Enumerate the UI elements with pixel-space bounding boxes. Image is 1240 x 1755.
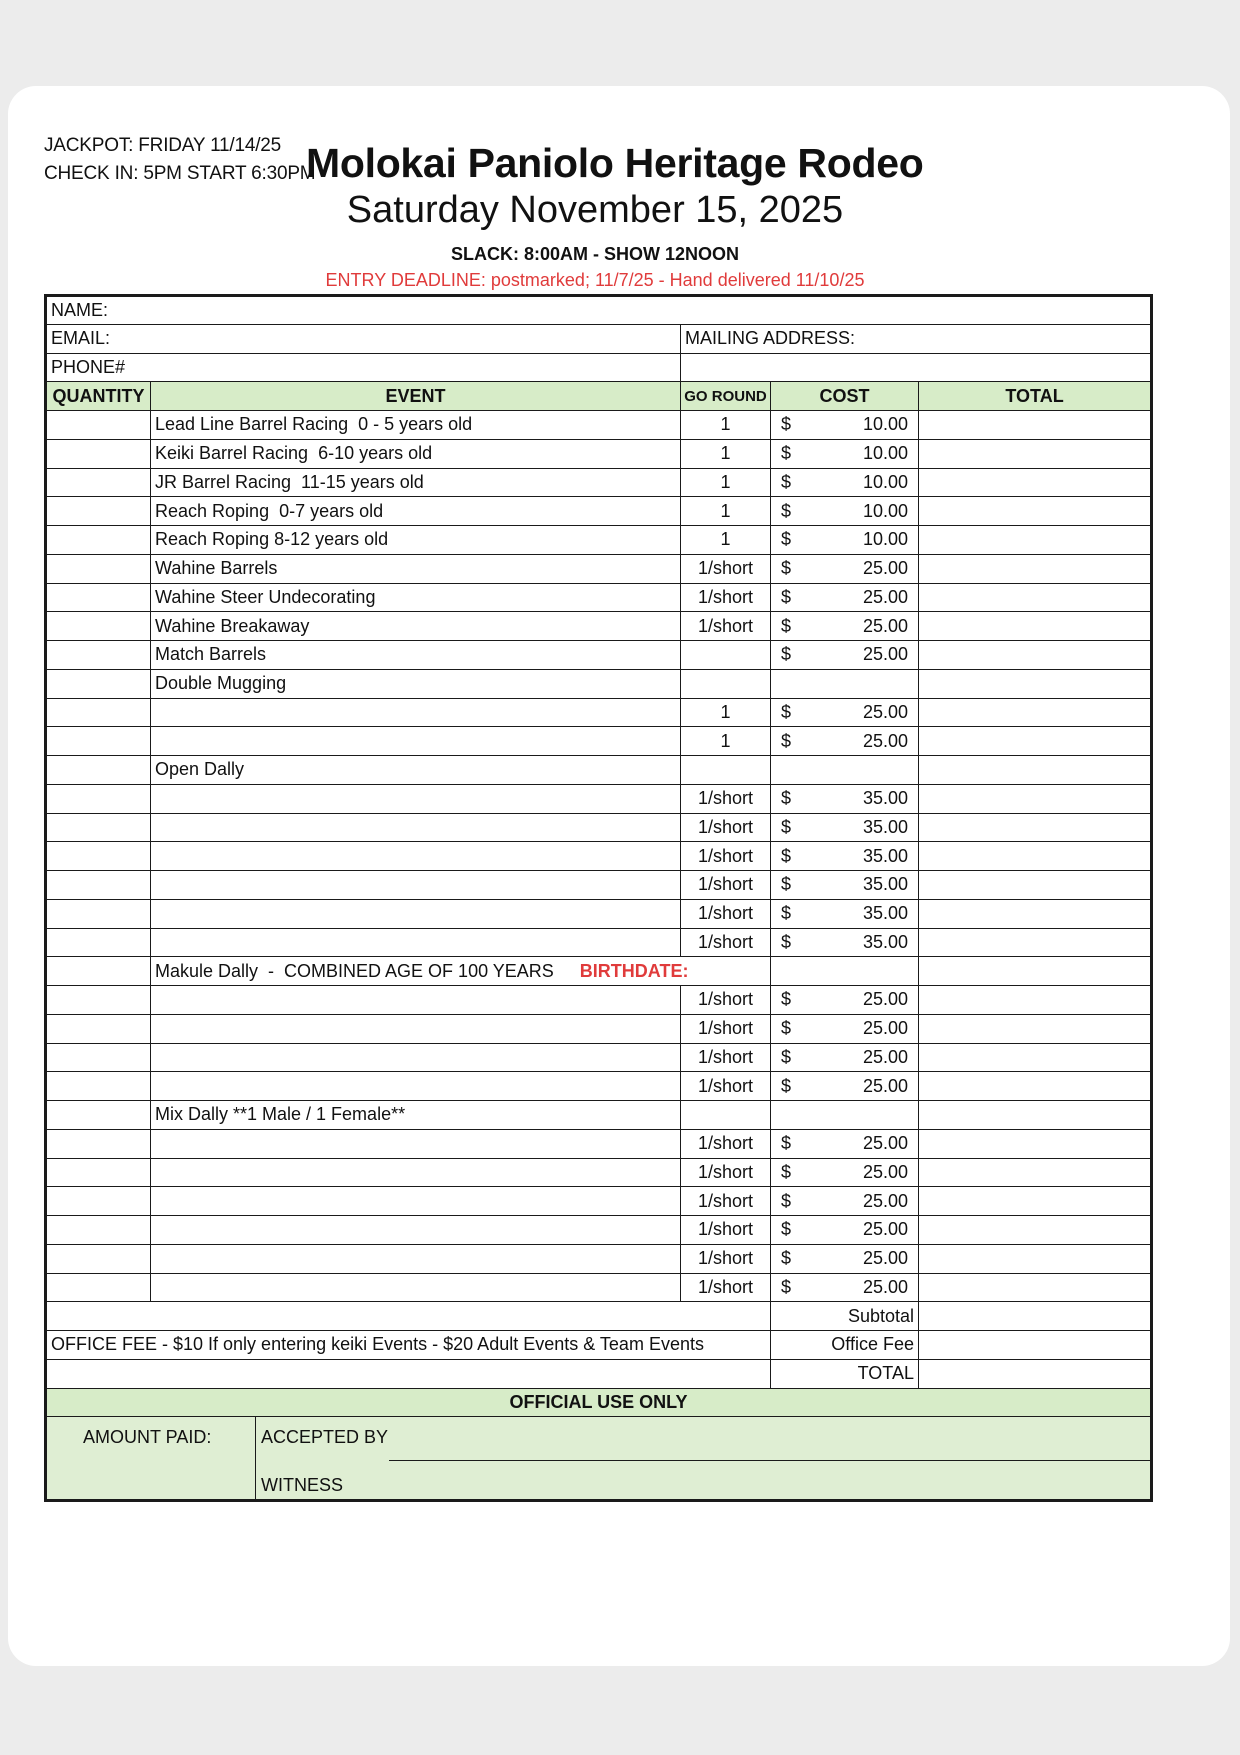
mailing-address-field[interactable] [681, 324, 1152, 353]
event-name-cell [151, 813, 681, 842]
event-name-cell [151, 612, 681, 641]
quantity-cell[interactable] [46, 957, 151, 986]
event-name-cell [151, 526, 681, 555]
quantity-cell[interactable] [46, 1043, 151, 1072]
cost-cell [771, 1101, 919, 1130]
official-area-row [46, 1417, 1152, 1501]
go-round-cell: 1 [681, 411, 771, 440]
cost-amount: 25.00 [862, 1190, 908, 1211]
event-row [46, 669, 1152, 698]
cost-amount: 35.00 [862, 788, 908, 809]
event-row [46, 612, 1152, 641]
currency-symbol: $ [781, 1161, 792, 1182]
go-round-cell: 1 [681, 526, 771, 555]
event-name-cell [151, 871, 681, 900]
quantity-cell[interactable] [46, 641, 151, 670]
cost-cell [771, 957, 919, 986]
event-name-cell [151, 1273, 681, 1302]
go-round-cell [681, 641, 771, 670]
cost-cell [771, 497, 919, 526]
accepted-by-label: ACCEPTED BY [261, 1427, 389, 1448]
cost-cell [771, 1187, 919, 1216]
go-round-cell [681, 669, 771, 698]
total-cell[interactable] [919, 1101, 1152, 1130]
event-name: Double Mugging [155, 673, 287, 694]
cost-amount: 25.00 [862, 1248, 908, 1269]
cost-cell [771, 756, 919, 785]
event-row [46, 1216, 1152, 1245]
event-date: Saturday November 15, 2025 [346, 189, 844, 231]
go-round-cell: 1/short [681, 612, 771, 641]
cost-cell [771, 669, 919, 698]
total-cell[interactable] [919, 468, 1152, 497]
cost-amount: 35.00 [862, 816, 908, 837]
event-row [46, 1043, 1152, 1072]
go-round-cell: 1/short [681, 1273, 771, 1302]
cost-amount: 25.00 [862, 644, 908, 665]
email-row [46, 324, 1152, 353]
email-field[interactable] [46, 324, 681, 353]
quantity-cell[interactable] [46, 698, 151, 727]
event-row [46, 928, 1152, 957]
cost-cell [771, 986, 919, 1015]
event-row [46, 497, 1152, 526]
go-round-cell: 1 [681, 727, 771, 756]
cost-cell [771, 526, 919, 555]
currency-symbol: $ [781, 903, 792, 924]
event-row [46, 957, 1152, 986]
cost-cell [771, 1158, 919, 1187]
currency-symbol: $ [781, 529, 792, 550]
quantity-cell[interactable] [46, 612, 151, 641]
cost-amount: 25.00 [862, 1018, 908, 1039]
cost-cell [771, 411, 919, 440]
total-cell[interactable] [919, 784, 1152, 813]
currency-symbol: $ [781, 730, 792, 751]
event-row [46, 698, 1152, 727]
event-name-cell [151, 411, 681, 440]
cost-cell [771, 468, 919, 497]
phone-field[interactable]: PHONE# [46, 353, 681, 382]
event-name: Match Barrels [155, 644, 267, 665]
grand-total-label: TOTAL [771, 1359, 919, 1388]
header-event: EVENT [151, 382, 681, 411]
quantity-cell[interactable] [46, 497, 151, 526]
event-row [46, 468, 1152, 497]
currency-symbol: $ [781, 1075, 792, 1096]
event-name-cell [151, 957, 771, 986]
cost-cell [771, 899, 919, 928]
event-row [46, 641, 1152, 670]
total-cell[interactable] [919, 641, 1152, 670]
event-name-cell [151, 1129, 681, 1158]
quantity-cell[interactable] [46, 899, 151, 928]
grand-total-value[interactable] [919, 1359, 1152, 1388]
event-row [46, 986, 1152, 1015]
event-name: Lead Line Barrel Racing 0 - 5 years old [155, 414, 473, 435]
cost-cell [771, 928, 919, 957]
event-name: Wahine Breakaway [155, 615, 310, 636]
quantity-cell[interactable] [46, 669, 151, 698]
header-cost: COST [771, 382, 919, 411]
currency-symbol: $ [781, 1133, 792, 1154]
office-fee-note: OFFICE FEE - $10 If only entering keiki Events - $20 Adult Events & Team Events [46, 1331, 771, 1360]
quantity-cell[interactable] [46, 439, 151, 468]
official-area [47, 1417, 1150, 1499]
witness-label: WITNESS [261, 1475, 344, 1496]
jackpot-info [44, 132, 315, 188]
phone-row [46, 353, 1152, 382]
cost-amount: 10.00 [862, 414, 908, 435]
currency-symbol: $ [781, 500, 792, 521]
cost-amount: 10.00 [862, 529, 908, 550]
cost-cell [771, 612, 919, 641]
total-cell[interactable] [919, 526, 1152, 555]
total-cell[interactable] [919, 871, 1152, 900]
cost-cell [771, 641, 919, 670]
go-round-cell: 1/short [681, 1129, 771, 1158]
total-cell[interactable] [919, 612, 1152, 641]
event-name-cell [151, 641, 681, 670]
quantity-cell[interactable] [46, 1014, 151, 1043]
event-row [46, 1072, 1152, 1101]
go-round-cell: 1/short [681, 986, 771, 1015]
event-row [46, 1129, 1152, 1158]
name-field[interactable]: NAME: [46, 296, 1152, 325]
cost-cell [771, 1273, 919, 1302]
event-name-cell [151, 554, 681, 583]
cost-amount: 35.00 [862, 931, 908, 952]
entry-deadline: ENTRY DEADLINE: postmarked; 11/7/25 - Hand delivered 11/10/25 [325, 270, 865, 290]
event-row [46, 1158, 1152, 1187]
header-total: TOTAL [919, 382, 1152, 411]
currency-symbol: $ [781, 1190, 792, 1211]
quantity-cell[interactable] [46, 1273, 151, 1302]
office-fee-label: Office Fee [771, 1331, 919, 1360]
event-row [46, 1187, 1152, 1216]
event-name-cell [151, 1043, 681, 1072]
jackpot-line: JACKPOT: FRIDAY 11/14/25 [44, 135, 282, 156]
currency-symbol: $ [781, 414, 792, 435]
official-divider [255, 1417, 256, 1499]
quantity-cell[interactable] [46, 842, 151, 871]
go-round-cell: 1/short [681, 928, 771, 957]
go-round-cell: 1/short [681, 554, 771, 583]
event-name-cell [151, 669, 681, 698]
go-round-cell: 1 [681, 698, 771, 727]
cost-amount: 10.00 [862, 471, 908, 492]
cost-cell [771, 842, 919, 871]
currency-symbol: $ [781, 586, 792, 607]
currency-symbol: $ [781, 931, 792, 952]
total-cell[interactable] [919, 1072, 1152, 1101]
cost-amount: 25.00 [862, 1276, 908, 1297]
event-name-cell [151, 583, 681, 612]
event-name-cell [151, 756, 681, 785]
cost-amount: 25.00 [862, 989, 908, 1010]
total-cell[interactable] [919, 928, 1152, 957]
total-cell[interactable] [919, 1216, 1152, 1245]
event-name: Wahine Steer Undecorating [155, 586, 376, 607]
official-area-cell [46, 1417, 1152, 1501]
go-round-cell: 1/short [681, 1072, 771, 1101]
go-round-cell: 1/short [681, 1158, 771, 1187]
currency-symbol: $ [781, 874, 792, 895]
cost-amount: 10.00 [862, 443, 908, 464]
event-row [46, 813, 1152, 842]
quantity-cell[interactable] [46, 411, 151, 440]
cost-cell [771, 1216, 919, 1245]
cost-cell [771, 1014, 919, 1043]
office-fee-value[interactable] [919, 1331, 1152, 1360]
currency-symbol: $ [781, 1248, 792, 1269]
event-row [46, 411, 1152, 440]
subtotal-value[interactable] [919, 1302, 1152, 1331]
cost-cell [771, 554, 919, 583]
quantity-cell[interactable] [46, 871, 151, 900]
quantity-cell[interactable] [46, 986, 151, 1015]
quantity-cell[interactable] [46, 1129, 151, 1158]
currency-symbol: $ [781, 644, 792, 665]
checkin-line: CHECK IN: 5PM START 6:30PM [44, 163, 316, 184]
event-name: Wahine Barrels [155, 558, 278, 579]
event-name-cell [151, 986, 681, 1015]
cost-amount: 25.00 [862, 730, 908, 751]
cost-amount: 25.00 [862, 1046, 908, 1067]
quantity-cell[interactable] [46, 813, 151, 842]
total-cell[interactable] [919, 813, 1152, 842]
cost-amount: 25.00 [862, 1219, 908, 1240]
go-round-cell: 1/short [681, 784, 771, 813]
event-row [46, 583, 1152, 612]
total-cell[interactable] [919, 1043, 1152, 1072]
official-use-heading: OFFICIAL USE ONLY [46, 1388, 1152, 1417]
currency-symbol: $ [781, 558, 792, 579]
birthdate-label: BIRTHDATE: [579, 960, 689, 981]
cost-amount: 25.00 [862, 701, 908, 722]
total-cell[interactable] [919, 957, 1152, 986]
go-round-cell: 1 [681, 468, 771, 497]
page-title: Molokai Paniolo Heritage Rodeo [306, 140, 924, 186]
total-cell[interactable] [919, 842, 1152, 871]
currency-symbol: $ [781, 701, 792, 722]
event-row [46, 554, 1152, 583]
total-cell[interactable] [919, 1187, 1152, 1216]
slack-time: SLACK: 8:00AM - SHOW 12NOON [450, 244, 740, 264]
currency-symbol: $ [781, 845, 792, 866]
total-cell[interactable] [919, 1129, 1152, 1158]
event-row [46, 526, 1152, 555]
total-cell[interactable] [919, 583, 1152, 612]
event-name-cell [151, 497, 681, 526]
cost-amount: 25.00 [862, 1075, 908, 1096]
header-go-round: GO ROUND [681, 382, 771, 411]
event-name-cell [151, 842, 681, 871]
total-cell[interactable] [919, 669, 1152, 698]
event-name-cell [151, 439, 681, 468]
total-cell[interactable] [919, 1158, 1152, 1187]
go-round-cell: 1/short [681, 842, 771, 871]
event-row [46, 439, 1152, 468]
total-cell[interactable] [919, 698, 1152, 727]
quantity-cell[interactable] [46, 1101, 151, 1130]
header-quantity: QUANTITY [46, 382, 151, 411]
cost-amount: 25.00 [862, 1161, 908, 1182]
currency-symbol: $ [781, 443, 792, 464]
event-name-cell [151, 928, 681, 957]
currency-symbol: $ [781, 1276, 792, 1297]
event-name: JR Barrel Racing 11-15 years old [155, 471, 424, 492]
event-row [46, 1101, 1152, 1130]
event-name-cell [151, 698, 681, 727]
total-cell[interactable] [919, 411, 1152, 440]
event-row [46, 1014, 1152, 1043]
event-row [46, 784, 1152, 813]
go-round-cell [681, 756, 771, 785]
mailing-address-continued[interactable] [681, 353, 1152, 382]
cost-cell [771, 813, 919, 842]
go-round-cell: 1/short [681, 899, 771, 928]
mailing-address-label: MAILING ADDRESS: [685, 328, 856, 349]
column-headers [46, 382, 1152, 411]
cost-cell [771, 727, 919, 756]
go-round-cell: 1/short [681, 1014, 771, 1043]
currency-symbol: $ [781, 816, 792, 837]
event-name-cell [151, 1244, 681, 1273]
total-cell[interactable] [919, 899, 1152, 928]
event-name-cell [151, 727, 681, 756]
total-cell[interactable] [919, 756, 1152, 785]
quantity-cell[interactable] [46, 554, 151, 583]
currency-symbol: $ [781, 788, 792, 809]
event-name: Mix Dally **1 Male / 1 Female** [155, 1104, 406, 1125]
event-name-cell [151, 899, 681, 928]
cost-cell [771, 583, 919, 612]
cost-cell [771, 871, 919, 900]
event-name: Makule Dally - COMBINED AGE OF 100 YEARS [155, 960, 554, 981]
currency-symbol: $ [781, 471, 792, 492]
quantity-cell[interactable] [46, 1187, 151, 1216]
cost-amount: 35.00 [862, 874, 908, 895]
cost-amount: 25.00 [862, 615, 908, 636]
cost-amount: 25.00 [862, 586, 908, 607]
go-round-cell: 1/short [681, 1043, 771, 1072]
go-round-cell [681, 1101, 771, 1130]
cost-cell [771, 1129, 919, 1158]
email-label: EMAIL: [51, 328, 111, 349]
event-name-cell [151, 1101, 681, 1130]
go-round-cell: 1 [681, 497, 771, 526]
total-cell[interactable] [919, 497, 1152, 526]
cost-cell [771, 439, 919, 468]
currency-symbol: $ [781, 1046, 792, 1067]
quantity-cell[interactable] [46, 1072, 151, 1101]
currency-symbol: $ [781, 1018, 792, 1039]
event-name: Reach Roping 8-12 years old [155, 529, 389, 550]
quantity-cell[interactable] [46, 1158, 151, 1187]
event-name-cell [151, 1158, 681, 1187]
quantity-cell[interactable] [46, 1216, 151, 1245]
event-name-cell [151, 1216, 681, 1245]
event-name-cell [151, 1187, 681, 1216]
cost-amount: 25.00 [862, 1133, 908, 1154]
office-fee-row [46, 1331, 1152, 1360]
official-heading-row [46, 1388, 1152, 1417]
quantity-cell[interactable] [46, 1244, 151, 1273]
cost-amount: 10.00 [862, 500, 908, 521]
total-cell[interactable] [919, 986, 1152, 1015]
quantity-cell[interactable] [46, 468, 151, 497]
go-round-cell: 1/short [681, 1244, 771, 1273]
cost-amount: 35.00 [862, 845, 908, 866]
go-round-cell: 1 [681, 439, 771, 468]
total-cell[interactable] [919, 727, 1152, 756]
cost-cell [771, 1072, 919, 1101]
cost-cell [771, 698, 919, 727]
grand-total-spacer [46, 1359, 771, 1388]
cost-amount: 35.00 [862, 903, 908, 924]
go-round-cell: 1/short [681, 1216, 771, 1245]
event-name-cell [151, 1072, 681, 1101]
total-cell[interactable] [919, 1244, 1152, 1273]
event-row [46, 1273, 1152, 1302]
cost-amount: 25.00 [862, 558, 908, 579]
go-round-cell: 1/short [681, 1187, 771, 1216]
currency-symbol: $ [781, 615, 792, 636]
event-row [46, 756, 1152, 785]
event-row [46, 842, 1152, 871]
subtotal-label: Subtotal [771, 1302, 919, 1331]
event-name-cell [151, 468, 681, 497]
signature-line[interactable] [389, 1460, 1150, 1461]
quantity-cell[interactable] [46, 928, 151, 957]
cost-cell [771, 1043, 919, 1072]
amount-paid-label: AMOUNT PAID: [83, 1427, 212, 1448]
subtotal-row [46, 1302, 1152, 1331]
cost-cell [771, 1244, 919, 1273]
quantity-cell[interactable] [46, 583, 151, 612]
event-name: Reach Roping 0-7 years old [155, 500, 384, 521]
event-name: Keiki Barrel Racing 6-10 years old [155, 443, 433, 464]
currency-symbol: $ [781, 1219, 792, 1240]
go-round-cell: 1/short [681, 813, 771, 842]
go-round-cell: 1/short [681, 871, 771, 900]
total-cell[interactable] [919, 1014, 1152, 1043]
quantity-cell[interactable] [46, 526, 151, 555]
event-name: Open Dally [155, 759, 245, 780]
entry-form-table [44, 294, 1153, 1502]
quantity-cell[interactable] [46, 784, 151, 813]
quantity-cell[interactable] [46, 756, 151, 785]
event-row [46, 1244, 1152, 1273]
total-cell[interactable] [919, 1273, 1152, 1302]
subtotal-spacer [46, 1302, 771, 1331]
event-name-cell [151, 784, 681, 813]
go-round-cell: 1/short [681, 583, 771, 612]
grand-total-row [46, 1359, 1152, 1388]
currency-symbol: $ [781, 989, 792, 1010]
event-row [46, 727, 1152, 756]
name-row [46, 296, 1152, 325]
event-row [46, 871, 1152, 900]
quantity-cell[interactable] [46, 727, 151, 756]
total-cell[interactable] [919, 554, 1152, 583]
cost-cell [771, 784, 919, 813]
total-cell[interactable] [919, 439, 1152, 468]
event-name-cell [151, 1014, 681, 1043]
event-row [46, 899, 1152, 928]
